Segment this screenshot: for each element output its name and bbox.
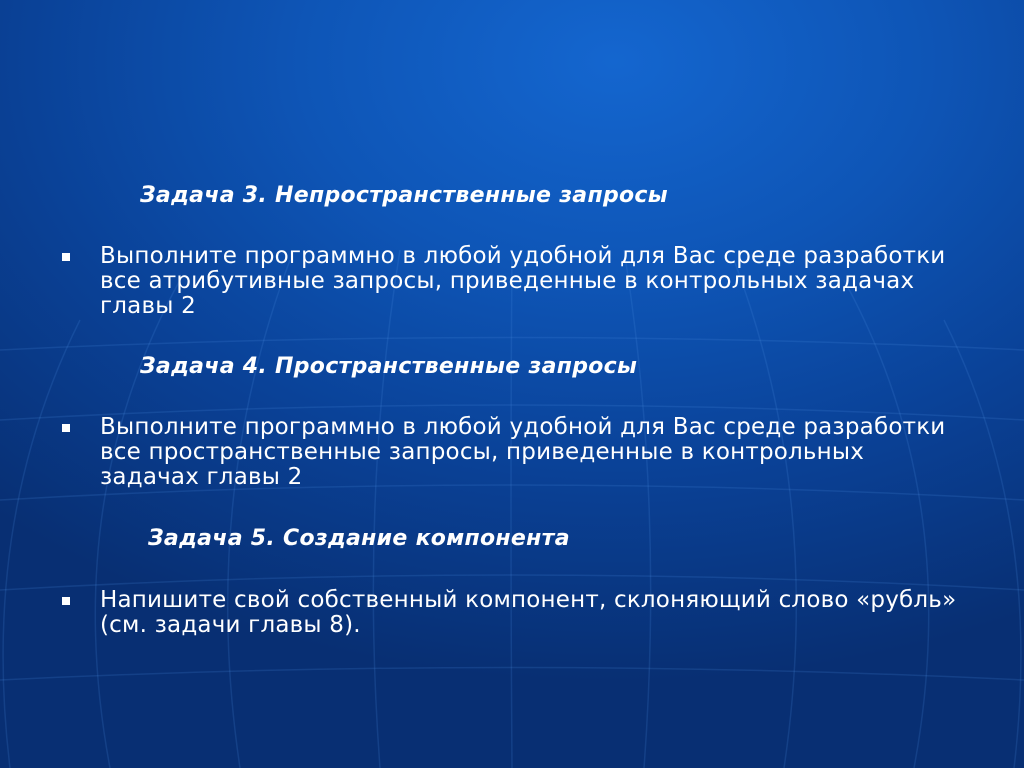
task-3-heading: Задача 3. Непространственные запросы	[140, 183, 668, 208]
task-5-description: Напишите свой собственный компонент, склоняющий слово «рубль» (см. задачи главы 8).	[100, 587, 957, 638]
task-3-description: Выполните программно в любой удобной для Вас среде разработки все атрибутивные запросы, приведенные в контрольных задачах главы 2	[100, 243, 946, 319]
task-4-description: Выполните программно в любой удобной для Вас среде разработки все пространственные запросы, приведенные в контрольных задачах главы 2	[100, 414, 946, 490]
bullet-square-icon	[62, 253, 70, 261]
task-4-heading: Задача 4. Пространственные запросы	[140, 354, 638, 379]
task-5-heading: Задача 5. Создание компонента	[148, 526, 570, 551]
bullet-square-icon	[62, 597, 70, 605]
bullet-square-icon	[62, 424, 70, 432]
